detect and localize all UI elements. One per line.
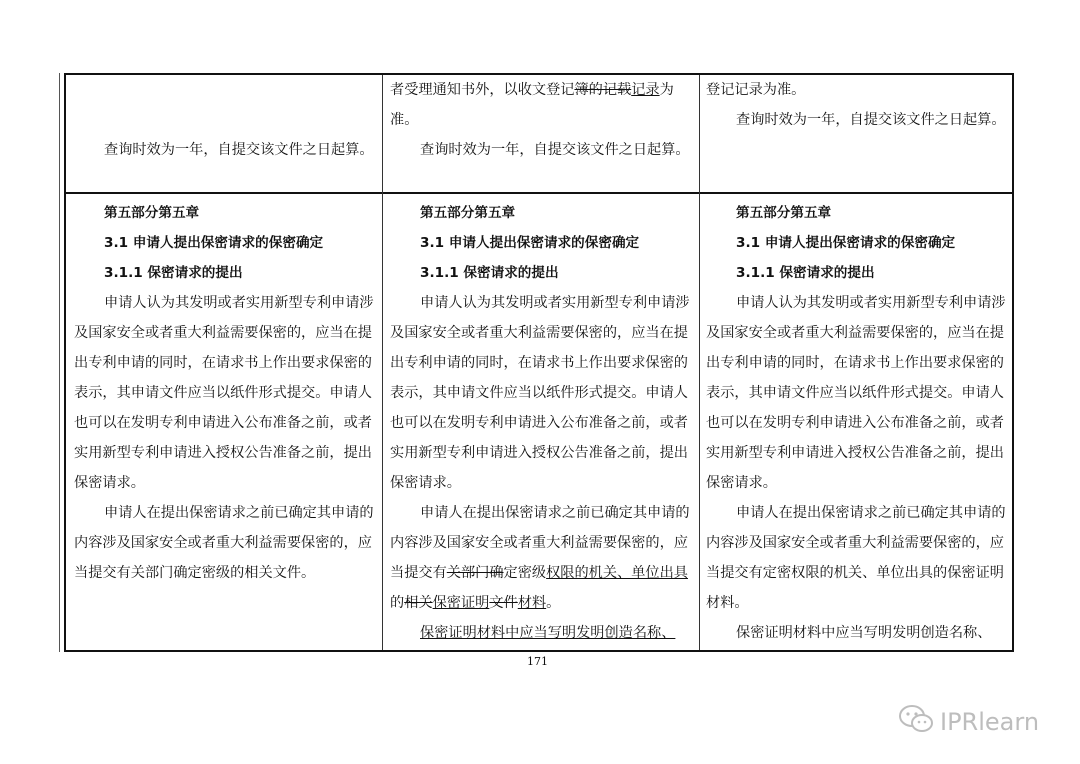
paragraph-continued: 登记记录为准。	[706, 82, 806, 98]
watermark	[898, 704, 1039, 740]
paragraph: 保密证明材料中应当写明发明创造名称、	[736, 625, 992, 641]
paragraph: 申请人在提出保密请求之前已确定其申请的内容涉及国家安全或者重大利益需要保密的，应当提交有关部门确定密级的相关文件。	[74, 505, 374, 581]
subsection-heading: 3.1.1 保密请求的提出	[104, 265, 243, 281]
subsection-heading: 3.1.1 保密请求的提出	[420, 265, 559, 281]
comparison-table	[64, 73, 1014, 652]
bottom-cell-col3	[706, 198, 1012, 648]
chapter-heading: 第五部分第五章	[736, 205, 832, 221]
section-heading: 3.1 申请人提出保密请求的保密确定	[420, 235, 640, 251]
page-number: 171	[527, 655, 548, 668]
section-heading: 3.1 申请人提出保密请求的保密确定	[736, 235, 956, 251]
text-run: 申请人在提出保密请求之前已确定其申请的内容涉及国家安全或者重大利益需要保密的，应当提交有	[390, 505, 690, 581]
outer-margin-line	[59, 73, 60, 652]
subsection-heading: 3.1.1 保密请求的提出	[736, 265, 875, 281]
inserted-text: 记录	[631, 82, 660, 98]
paragraph: 申请人认为其发明或者实用新型专利申请涉及国家安全或者重大利益需要保密的，应当在提出专利申请的同时，在请求书上作出要求保密的表示，其申请文件应当以纸件形式提交。申请人也可以在发明专利申请进入公布准备之前，或者实用新型专利申请进入授权公告准备之前，提出保密请求。	[706, 295, 1006, 491]
paragraph: 申请人认为其发明或者实用新型专利申请涉及国家安全或者重大利益需要保密的，应当在提出专利申请的同时，在请求书上作出要求保密的表示，其申请文件应当以纸件形式提交。申请人也可以在发明专利申请进入公布准备之前，或者实用新型专利申请进入授权公告准备之前，提出保密请求。	[74, 295, 374, 491]
paragraph: 查询时效为一年，自提交该文件之日起算。	[420, 142, 690, 158]
top-cell-col1	[74, 75, 380, 165]
text-run: 者受理通知书外，以收文登记	[390, 82, 575, 98]
deleted-text: 簿的记载	[574, 82, 632, 98]
chapter-heading: 第五部分第五章	[104, 205, 200, 221]
column-divider-2	[699, 75, 700, 650]
row-divider	[66, 192, 1012, 194]
paragraph-continued	[390, 75, 696, 135]
paragraph: 申请人认为其发明或者实用新型专利申请涉及国家安全或者重大利益需要保密的，应当在提出专利申请的同时，在请求书上作出要求保密的表示，其申请文件应当以纸件形式提交。申请人也可以在发明专利申请进入公布准备之前，或者实用新型专利申请进入授权公告准备之前，提出保密请求。	[390, 295, 690, 491]
paragraph: 查询时效为一年，自提交该文件之日起算。	[736, 112, 1006, 128]
paragraph: 查询时效为一年，自提交该文件之日起算。	[104, 142, 374, 158]
column-divider-1	[382, 75, 383, 650]
paragraph-with-revisions	[390, 498, 696, 618]
text-run: 为准。	[390, 82, 674, 128]
bottom-cell-col1	[74, 198, 380, 588]
text-run: 的	[390, 595, 405, 611]
bottom-cell-col2	[390, 198, 696, 648]
text-run: 定密级	[503, 565, 547, 581]
top-cell-col3	[706, 75, 1012, 135]
chapter-heading: 第五部分第五章	[420, 205, 516, 221]
paragraph-inserted	[390, 618, 696, 648]
text-run: 。	[546, 595, 561, 611]
inserted-text: 保密证明材料中应当写明发明创造名称、	[420, 625, 676, 641]
deleted-text: 关部门确	[446, 565, 504, 581]
deleted-text: 相关	[404, 595, 433, 611]
section-heading: 3.1 申请人提出保密请求的保密确定	[104, 235, 324, 251]
watermark-text: IPRlearn	[940, 708, 1040, 736]
inserted-text: 保密证明	[432, 595, 490, 611]
inserted-text: 材料	[517, 595, 547, 611]
top-cell-col2	[390, 75, 696, 165]
deleted-text: 文件	[489, 595, 518, 611]
paragraph: 申请人在提出保密请求之前已确定其申请的内容涉及国家安全或者重大利益需要保密的，应当提交有定密权限的机关、单位出具的保密证明材料。	[706, 505, 1006, 611]
wechat-icon	[898, 704, 940, 740]
inserted-text: 权限的机关、单位出具	[546, 565, 688, 581]
